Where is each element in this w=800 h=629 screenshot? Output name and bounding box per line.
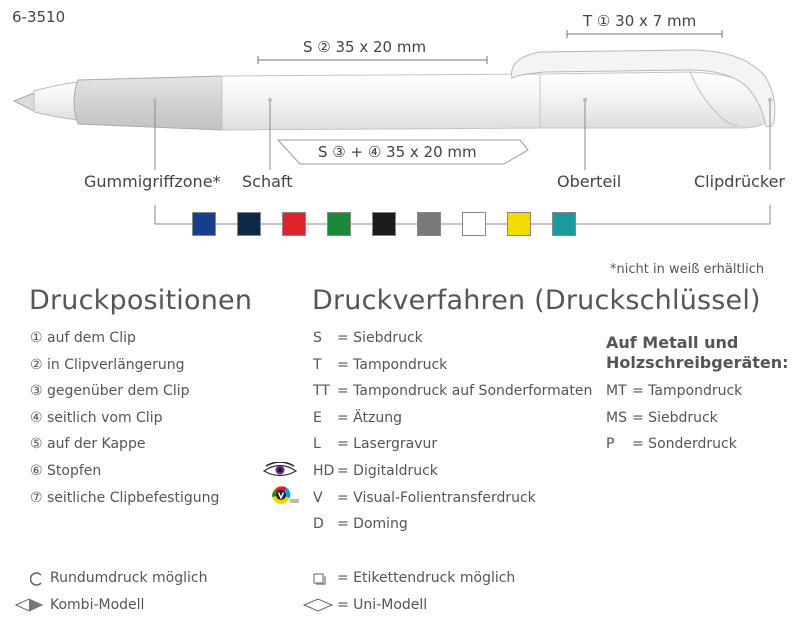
kombi-model-icon: [14, 598, 44, 612]
metal-title-line2: Holzschreibgeräten:: [606, 353, 789, 372]
color-swatch[interactable]: [552, 212, 576, 236]
method-label: = Lasergravur: [337, 436, 438, 452]
label-print-icon: [312, 572, 326, 586]
method-label: = Tampondruck auf Sonderformaten: [337, 383, 593, 399]
metal-label: = Siebdruck: [632, 410, 718, 426]
method-label: = Tampondruck: [337, 357, 448, 373]
clip-dimension: T ① 30 x 7 mm: [583, 12, 697, 30]
metal-label: = Sonderdruck: [632, 436, 737, 452]
visual-logo-icon: [270, 484, 300, 508]
color-swatch[interactable]: [327, 212, 351, 236]
color-swatch[interactable]: [282, 212, 306, 236]
color-swatch[interactable]: [237, 212, 261, 236]
position-item: ④ seitlich vom Clip: [30, 410, 163, 426]
barrel-dimension: S ② 35 x 20 mm: [303, 38, 427, 56]
method-label: = Doming: [337, 516, 408, 532]
color-swatch[interactable]: [372, 212, 396, 236]
footnote: *nicht in weiß erhältlich: [610, 262, 765, 277]
position-item: ② in Clipverlängerung: [30, 357, 185, 373]
method-code: TT: [313, 383, 330, 399]
metal-code: P: [606, 436, 615, 452]
position-item: ⑤ auf der Kappe: [30, 436, 146, 452]
position-item: ⑦ seitliche Clipbefestigung: [30, 490, 220, 506]
label-shaft: Schaft: [242, 172, 293, 191]
position-item: ⑥ Stopfen: [30, 463, 102, 479]
pen-tip: [14, 93, 34, 111]
uni-model-icon: [302, 598, 334, 612]
legend-uni: = Uni-Modell: [337, 597, 428, 613]
method-code: T: [313, 357, 322, 373]
color-swatch[interactable]: [462, 212, 486, 236]
method-label: = Ätzung: [337, 410, 402, 426]
product-code: 6-3510: [12, 8, 66, 26]
grip-zone: [74, 76, 222, 130]
position-item: ① auf dem Clip: [30, 330, 136, 346]
top-part: [540, 72, 770, 128]
method-label: = Digitaldruck: [337, 463, 438, 479]
color-swatch[interactable]: [192, 212, 216, 236]
legend-kombi: Kombi-Modell: [50, 597, 145, 613]
method-label: = Visual-Folientransferdruck: [337, 490, 536, 506]
label-clip-pusher: Clipdrücker: [694, 172, 786, 191]
color-swatch[interactable]: [417, 212, 441, 236]
opposite-dimension: S ③ + ④ 35 x 20 mm: [318, 143, 477, 161]
positions-title: Druckpositionen: [29, 285, 253, 316]
legend-label-print: = Etikettendruck möglich: [337, 570, 516, 586]
metal-code: MT: [606, 383, 627, 399]
methods-title: Druckverfahren (Druckschlüssel): [312, 285, 761, 316]
method-code: HD: [313, 463, 335, 479]
position-item: ③ gegenüber dem Clip: [30, 383, 190, 399]
round-print-icon: [30, 572, 44, 586]
metal-code: MS: [606, 410, 627, 426]
method-code: L: [313, 436, 321, 452]
method-label: = Siebdruck: [337, 330, 423, 346]
color-swatch[interactable]: [507, 212, 531, 236]
metal-title-line1: Auf Metall und: [606, 333, 739, 352]
legend-round: Rundumdruck möglich: [50, 570, 208, 586]
metal-label: = Tampondruck: [632, 383, 743, 399]
label-top: Oberteil: [557, 172, 622, 191]
method-code: S: [313, 330, 322, 346]
eye-icon: [262, 462, 298, 480]
method-code: D: [313, 516, 324, 532]
label-grip: Gummigriffzone*: [84, 172, 221, 191]
pen-nose: [34, 82, 78, 120]
method-code: V: [313, 490, 323, 506]
method-code: E: [313, 410, 322, 426]
